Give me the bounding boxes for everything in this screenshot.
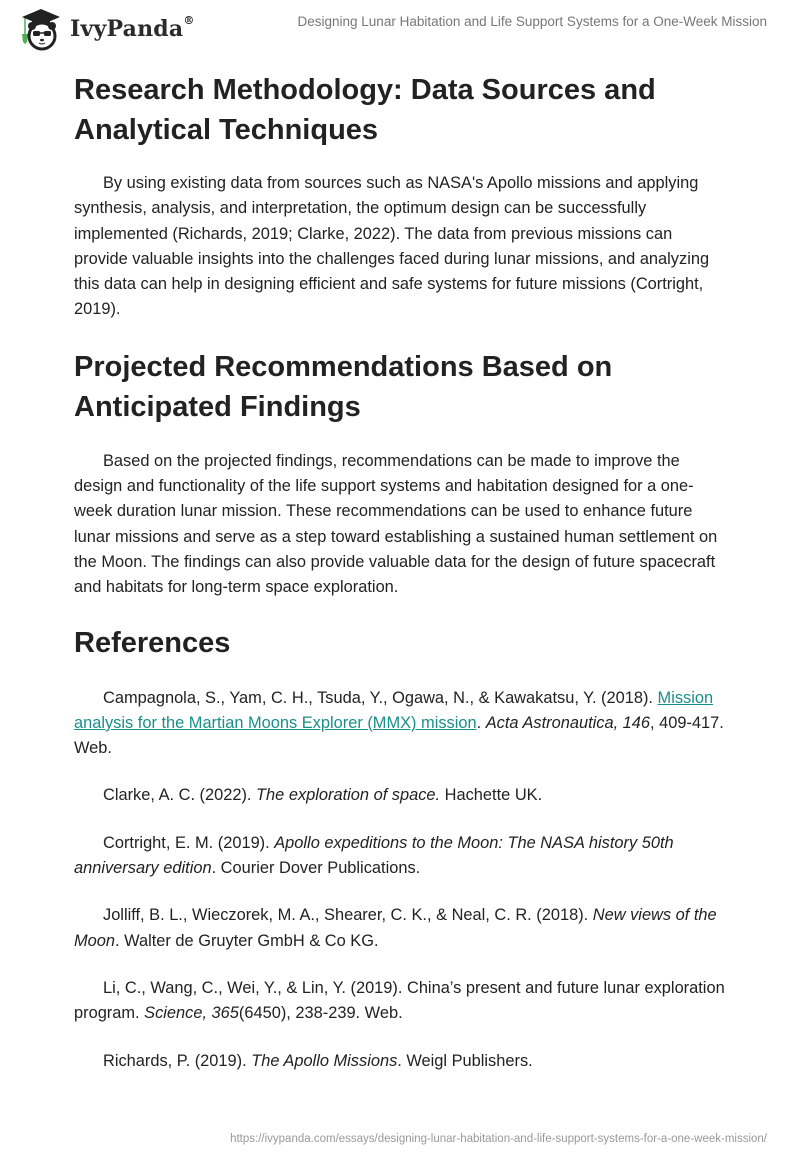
reference-details: . Weigl Publishers. (397, 1051, 533, 1070)
reference-item (74, 686, 730, 762)
reference-title: The exploration of space. (256, 786, 441, 805)
reference-title: The Apollo Missions (251, 1051, 398, 1070)
reference-item (74, 903, 730, 954)
reference-authors: Richards, P. (2019). (103, 1051, 252, 1070)
brand-name: IvyPanda® (70, 14, 195, 42)
reference-journal: Acta Astronautica, 146 (485, 713, 651, 732)
reference-details: Hachette UK. (440, 786, 543, 805)
reference-details: (6450), 238-239. Web. (238, 1004, 403, 1023)
references-heading: References (74, 626, 231, 659)
reference-item (74, 783, 730, 808)
reference-details: , 409-417. Web. (74, 713, 724, 758)
reference-item (74, 1049, 730, 1074)
reference-authors: Cortright, E. M. (2019). (103, 833, 275, 852)
reference-title: New views of the Moon (74, 906, 717, 950)
reference-link[interactable]: Mission analysis for the Martian Moons Explorer (MMX) mission (74, 688, 714, 732)
reference-authors: Clarke, A. C. (2022). (103, 786, 257, 805)
recommendations-paragraph: Based on the projected findings, recommendations can be made to improve the design and functionality of the life support systems and habitation designed for a one-week duration lunar mission. These recommendations can be used to enhance future lunar missions and serve as a step toward establishing a sustained human settlement on the Moon. The findings can also provide valuable data for the design of future spacecraft and habitats for long-term space exploration. (74, 451, 718, 597)
reference-separator: . (476, 713, 486, 732)
document-title: Designing Lunar Habitation and Life Support Systems for a One-Week Mission (297, 14, 767, 29)
ivypanda-logo[interactable] (18, 6, 195, 52)
reference-authors: Li, C., Wang, C., Wei, Y., & Lin, Y. (2019). China’s present and future lunar exploration program. (74, 978, 725, 1023)
section-heading-recommendations: Projected Recommendations Based on Anticipated Findings (74, 350, 613, 423)
reference-item (74, 976, 730, 1027)
reference-details: . Courier Dover Publications. (211, 859, 421, 878)
document-body (74, 70, 730, 1074)
panda-graduate-icon (18, 6, 64, 52)
reference-authors: Jolliff, B. L., Wieczorek, M. A., Shearer, C. K., & Neal, C. R. (2018). (103, 906, 593, 925)
reference-item (74, 831, 730, 882)
footer-url: https://ivypanda.com/essays/designing-lunar-habitation-and-life-support-systems-for-a-one-week-mission/ (230, 1133, 767, 1145)
methodology-paragraph: By using existing data from sources such as NASA's Apollo missions and applying synthesis, analysis, and interpretation, the optimum design can be successfully implemented (Richards, 2019; Clarke, 2022). The data from previous missions can provide valuable insights into the challenges faced during lunar missions, and analyzing this data can help in designing efficient and safe systems for future missions (Cortright, 2019). (74, 174, 710, 319)
reference-details: . Walter de Gruyter GmbH & Co KG. (115, 931, 379, 950)
section-heading-methodology: Research Methodology: Data Sources and Analytical Techniques (74, 74, 656, 146)
reference-authors: Campagnola, S., Yam, C. H., Tsuda, Y., Ogawa, N., & Kawakatsu, Y. (2018). (103, 688, 658, 707)
reference-journal: Science, 365 (144, 1004, 239, 1023)
reference-title: Apollo expeditions to the Moon: The NASA history 50th anniversary edition (74, 833, 674, 878)
page-header (0, 0, 800, 56)
